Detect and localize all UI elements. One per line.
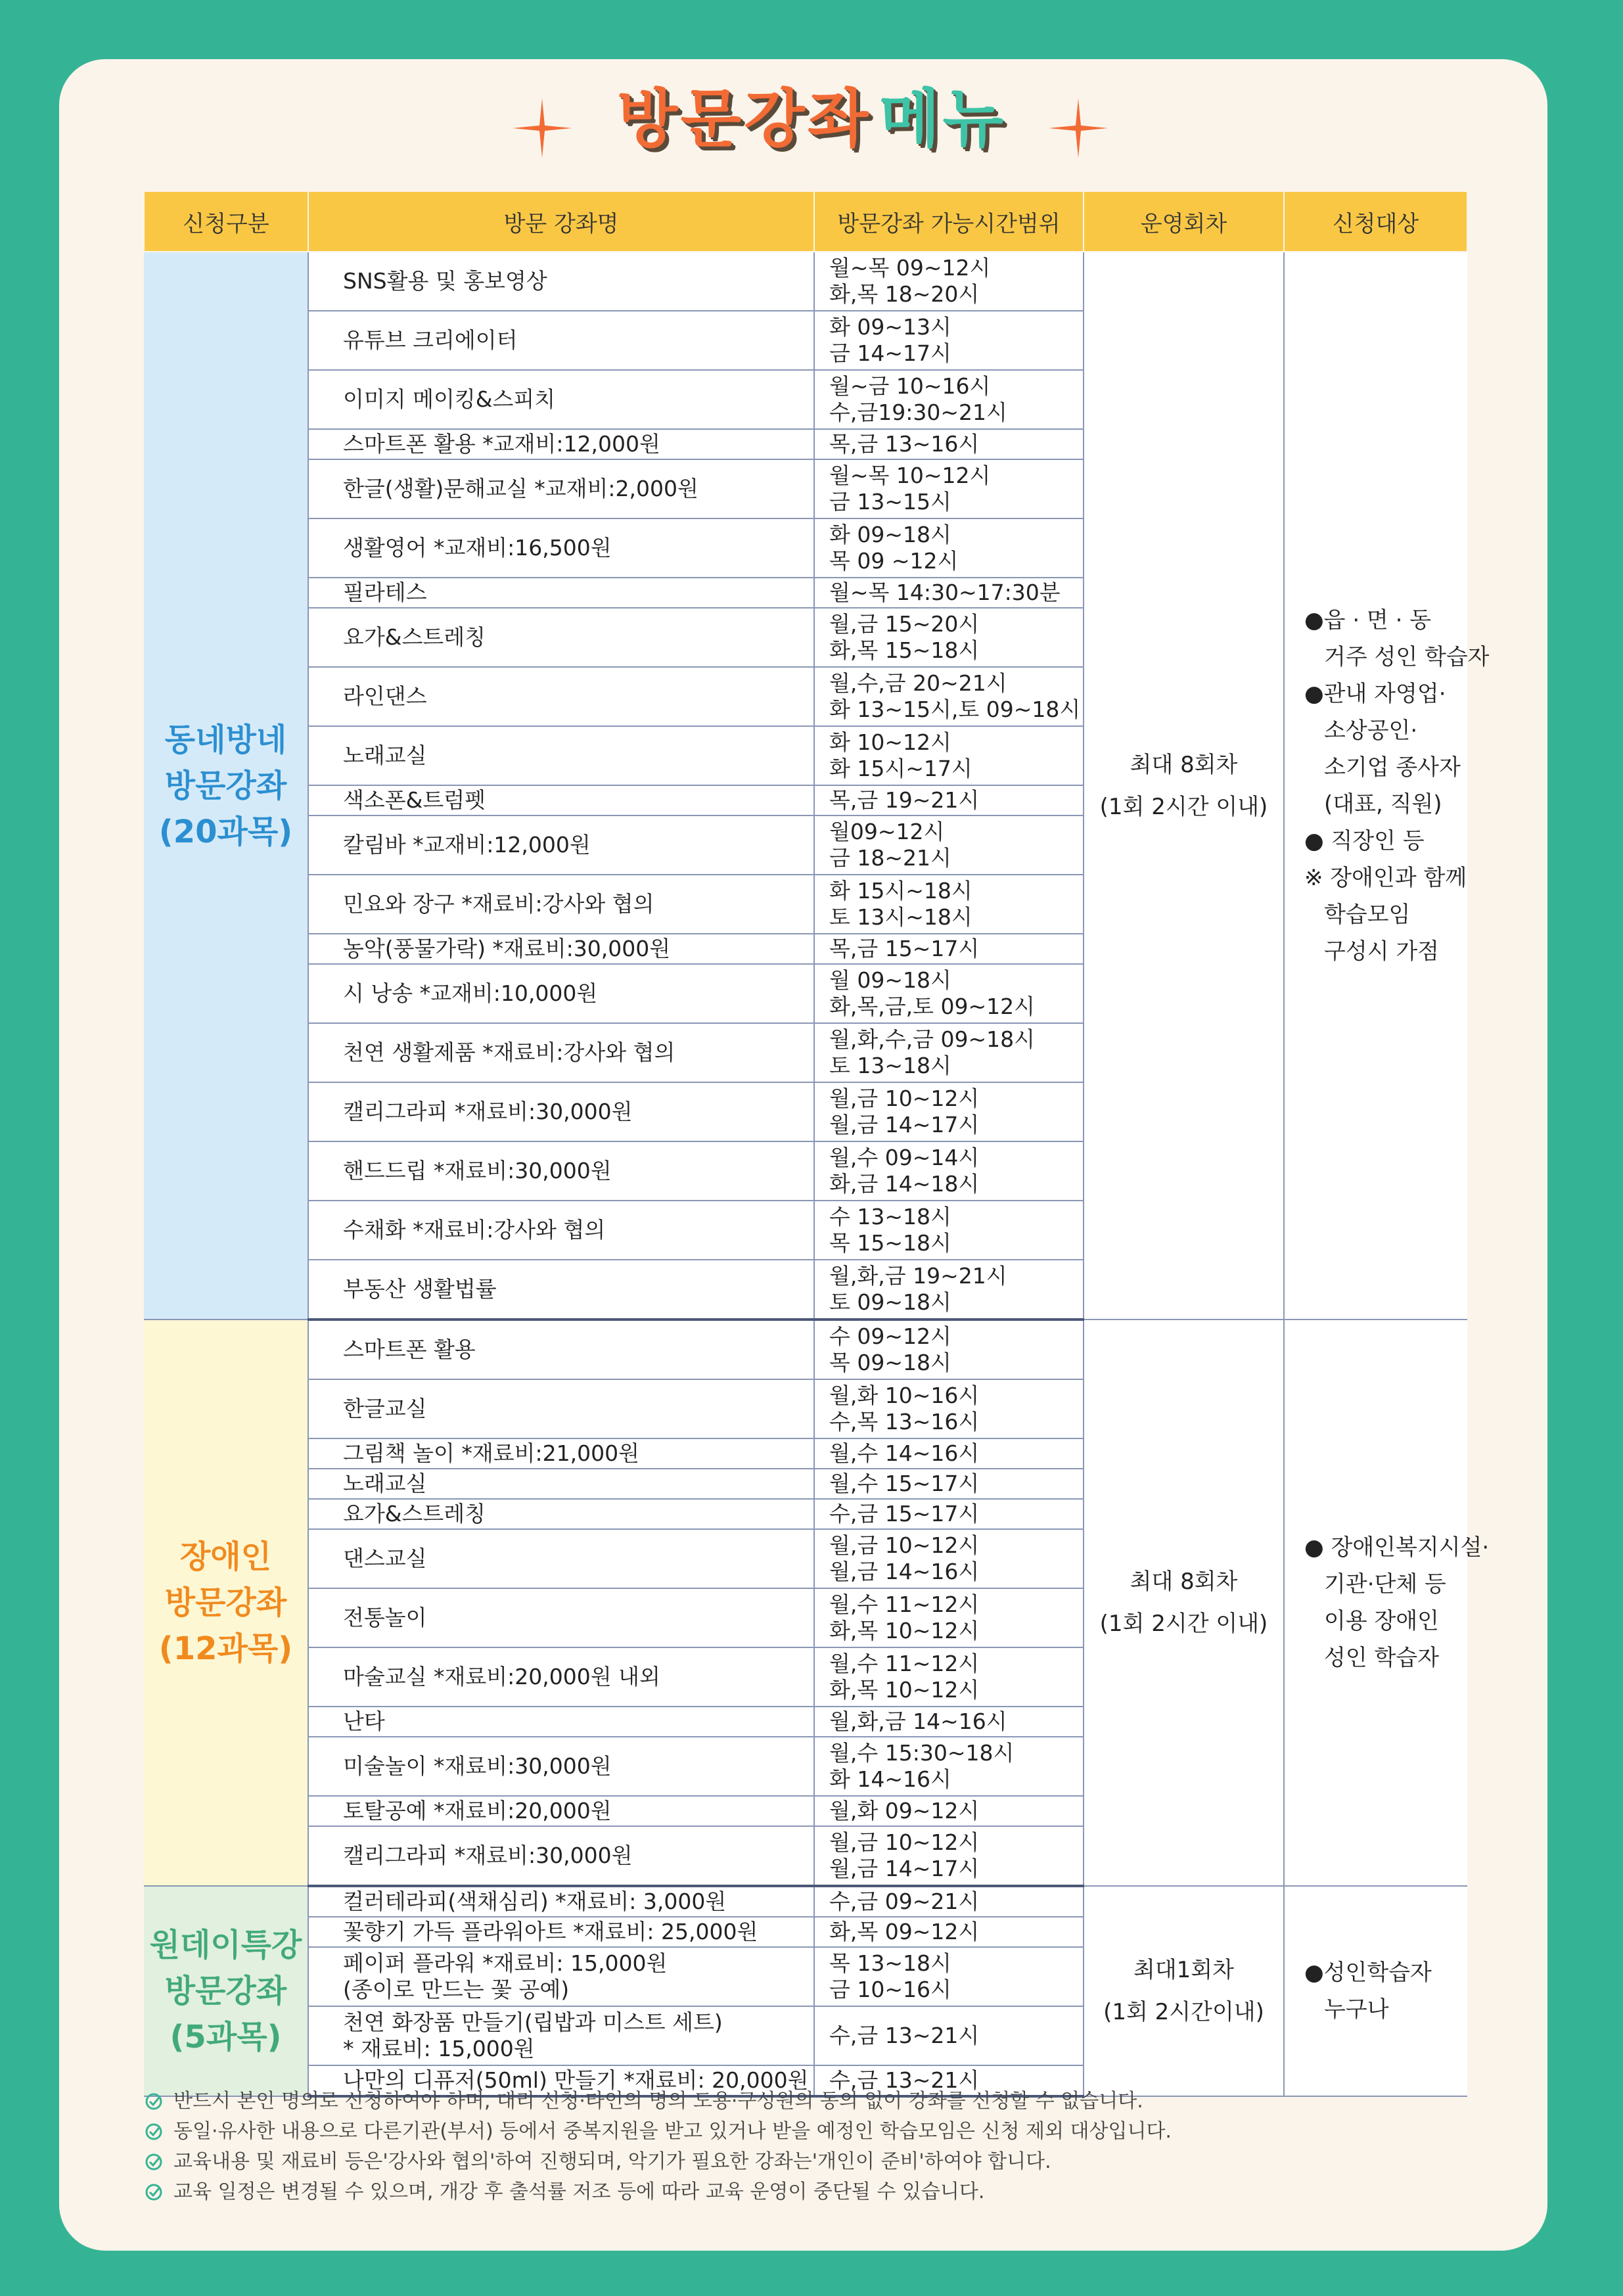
course-time-line: 월,수 11~12시 bbox=[829, 1592, 980, 1617]
course-name-line: 수채화 *재료비:강사와 협의 bbox=[343, 1217, 606, 1243]
category-label: 장애인 bbox=[179, 1538, 272, 1575]
course-name-line: 핸드드립 *재료비:30,000원 bbox=[343, 1158, 612, 1183]
note-text: 교육 일정은 변경될 수 있으며, 개강 후 출석률 저조 등에 따라 교육 운영이 중단될 수 있습니다. bbox=[173, 2180, 985, 2203]
course-time-line: 토 13~18시 bbox=[829, 1053, 951, 1078]
course-time bbox=[814, 726, 1084, 785]
course-name-line: 천연 생활제품 *재료비:강사와 협의 bbox=[343, 1040, 675, 1065]
course-time-line: 목,금 13~16시 bbox=[829, 431, 980, 457]
course-time bbox=[814, 1707, 1084, 1737]
target-cell bbox=[1284, 1886, 1467, 2096]
course-name bbox=[308, 429, 814, 459]
category-label: (12과목) bbox=[158, 1630, 293, 1667]
course-table bbox=[143, 191, 1490, 2098]
course-time bbox=[814, 429, 1084, 459]
course-time bbox=[814, 459, 1084, 518]
note-item bbox=[145, 2086, 1172, 2117]
course-time-line: 월 09~18시 bbox=[829, 967, 951, 993]
sessions-label: (1회 2시간 이내) bbox=[1099, 793, 1268, 820]
course-time bbox=[814, 1796, 1084, 1826]
course-time bbox=[814, 1529, 1084, 1588]
course-name-line: 토탈공예 *재료비:20,000원 bbox=[343, 1798, 612, 1824]
course-time-line: 금 14~17시 bbox=[829, 340, 951, 366]
course-time-line: 월~목 10~12시 bbox=[829, 463, 991, 488]
course-time-line: 화,금 14~18시 bbox=[829, 1171, 980, 1197]
table-row bbox=[144, 1886, 1467, 1917]
course-name-line: 노래교실 bbox=[343, 1471, 427, 1496]
target-line: 이용 장애인 bbox=[1324, 1608, 1440, 1634]
target-line: ※ 장애인과 함께 bbox=[1304, 864, 1467, 891]
course-name bbox=[308, 1438, 814, 1469]
course-name-line: (종이로 만드는 꽃 공예) bbox=[343, 1977, 570, 2002]
course-name bbox=[308, 1141, 814, 1201]
category-cell bbox=[144, 1886, 308, 2096]
course-name-line: 한글(생활)문해교실 *교재비:2,000원 bbox=[343, 476, 698, 501]
course-time bbox=[814, 1438, 1084, 1469]
table-body bbox=[144, 252, 1490, 2096]
note-item bbox=[145, 2117, 1172, 2147]
course-time-line: 월,화 10~16시 bbox=[829, 1383, 980, 1408]
course-time-line: 목,금 19~21시 bbox=[829, 787, 980, 813]
course-name-line: 한글교실 bbox=[343, 1396, 427, 1421]
course-time bbox=[814, 518, 1084, 578]
course-name-line: 농악(풍물가락) *재료비:30,000원 bbox=[343, 936, 671, 961]
check-circle-icon bbox=[145, 2123, 163, 2141]
course-time-line: 화 15시~18시 bbox=[829, 878, 972, 904]
header-course-name: 방문 강좌명 bbox=[308, 191, 814, 252]
category-cell bbox=[144, 252, 308, 1320]
course-name-line: 민요와 장구 *재료비:강사와 협의 bbox=[343, 891, 654, 917]
course-time bbox=[814, 964, 1084, 1023]
course-name-line: 스마트폰 활용 bbox=[343, 1337, 476, 1362]
course-time bbox=[814, 1201, 1084, 1260]
course-name-line: 댄스교실 bbox=[343, 1546, 427, 1571]
course-time bbox=[814, 875, 1084, 934]
course-name bbox=[308, 1320, 814, 1379]
course-name-line: 이미지 메이킹&스피치 bbox=[343, 386, 556, 412]
course-time-line: 금 10~16시 bbox=[829, 1977, 951, 2002]
target-line: 구성시 가점 bbox=[1324, 938, 1440, 965]
course-name bbox=[308, 1023, 814, 1082]
course-name-line: 스마트폰 활용 *교재비:12,000원 bbox=[343, 431, 660, 457]
course-time-line: 화 09~18시 bbox=[829, 522, 951, 547]
target-line: 기관·단체 등 bbox=[1324, 1571, 1446, 1597]
course-name-line: 요가&스트레칭 bbox=[343, 624, 486, 650]
course-time bbox=[814, 1886, 1084, 1917]
category-label: 방문강좌 bbox=[164, 1973, 287, 2009]
course-name-line: * 재료비: 15,000원 bbox=[343, 2036, 535, 2061]
course-time-line: 토 09~18시 bbox=[829, 1289, 951, 1315]
target-cell bbox=[1284, 252, 1490, 1320]
course-name bbox=[308, 875, 814, 934]
header-target: 신청대상 bbox=[1284, 191, 1467, 252]
course-name-line: 필라테스 bbox=[343, 580, 427, 605]
course-time-line: 화,목,금,토 09~12시 bbox=[829, 994, 1035, 1019]
table-row bbox=[144, 252, 1467, 311]
course-name-line: 요가&스트레칭 bbox=[343, 1501, 486, 1527]
course-time-line: 수,금19:30~21시 bbox=[829, 400, 1007, 425]
course-time bbox=[814, 1826, 1084, 1886]
course-name bbox=[308, 1260, 814, 1320]
course-name bbox=[308, 667, 814, 726]
course-name bbox=[308, 1379, 814, 1438]
course-time-line: 화,목 09~12시 bbox=[829, 1919, 980, 1944]
course-name-line: 페이퍼 플라워 *재료비: 15,000원 bbox=[343, 1950, 668, 1976]
course-time bbox=[814, 311, 1084, 370]
course-time bbox=[814, 1947, 1084, 2006]
title-part2: 메뉴 bbox=[879, 82, 1007, 156]
sessions-cell bbox=[1084, 1320, 1284, 1886]
course-time-line: 수 09~12시 bbox=[829, 1323, 951, 1349]
course-name-line: 캘리그라피 *재료비:30,000원 bbox=[343, 1843, 633, 1868]
course-name bbox=[308, 370, 814, 429]
category-label: 방문강좌 bbox=[164, 767, 287, 804]
course-time bbox=[814, 1023, 1084, 1082]
course-time bbox=[814, 1737, 1084, 1796]
course-name-line: 생활영어 *교재비:16,500원 bbox=[343, 535, 612, 561]
course-name-line: 시 낭송 *교재비:10,000원 bbox=[343, 980, 598, 1006]
course-name bbox=[308, 934, 814, 964]
course-time-line: 금 13~15시 bbox=[829, 489, 951, 515]
category-label: 방문강좌 bbox=[164, 1584, 287, 1621]
sessions-cell bbox=[1084, 252, 1284, 1320]
course-time-line: 화,목 10~12시 bbox=[829, 1618, 980, 1643]
course-name bbox=[308, 1499, 814, 1529]
target-line: (대표, 직원) bbox=[1324, 791, 1442, 817]
course-time-line: 월,화,수,금 09~18시 bbox=[829, 1026, 1035, 1052]
note-text: 반드시 본인 명의로 신청하여야 하며, 대리 신청·타인의 명의 도용·구성원의 동의 없이 강좌를 신청할 수 없습니다. bbox=[173, 2090, 1143, 2113]
course-name-line: 천연 화장품 만들기(립밥과 미스트 세트) bbox=[343, 2009, 723, 2035]
check-circle-icon bbox=[145, 2153, 163, 2171]
course-name-line: 꽃향기 가득 플라워아트 *재료비: 25,000원 bbox=[343, 1919, 758, 1944]
course-time-line: 월,수 15:30~18시 bbox=[829, 1740, 1015, 1766]
course-time bbox=[814, 1917, 1084, 1947]
course-name bbox=[308, 578, 814, 608]
course-time bbox=[814, 1082, 1084, 1141]
course-name-line: 전통놀이 bbox=[343, 1605, 427, 1630]
course-time-line: 화 13~15시,토 09~18시 bbox=[829, 697, 1081, 722]
course-time-line: 목 09 ~12시 bbox=[829, 548, 959, 574]
course-name bbox=[308, 1469, 814, 1499]
course-name bbox=[308, 1082, 814, 1141]
target-line: 성인 학습자 bbox=[1324, 1645, 1440, 1671]
course-name bbox=[308, 1647, 814, 1707]
sessions-cell bbox=[1084, 1886, 1284, 2096]
course-time-line: 월,금 14~17시 bbox=[829, 1856, 980, 1881]
course-time-line: 화 14~16시 bbox=[829, 1766, 951, 1792]
target-line: ●읍 · 면 · 동 bbox=[1304, 607, 1432, 633]
table-row bbox=[144, 1320, 1467, 1379]
course-time-line: 월,수 15~17시 bbox=[829, 1471, 980, 1496]
page-title bbox=[0, 69, 1623, 161]
course-time bbox=[814, 815, 1084, 875]
course-time bbox=[814, 578, 1084, 608]
course-name bbox=[308, 1826, 814, 1886]
course-name-line: 마술교실 *재료비:20,000원 내외 bbox=[343, 1664, 660, 1689]
course-time-line: 수,목 13~16시 bbox=[829, 1409, 980, 1435]
course-name bbox=[308, 311, 814, 370]
course-time-line: 월,수 11~12시 bbox=[829, 1651, 980, 1676]
course-time bbox=[814, 1379, 1084, 1438]
course-time-line: 목 15~18시 bbox=[829, 1230, 951, 1256]
target-line: ●관내 자영업· bbox=[1304, 680, 1446, 707]
target-line: ● 직장인 등 bbox=[1304, 827, 1425, 854]
course-name bbox=[308, 726, 814, 785]
course-name bbox=[308, 1737, 814, 1796]
course-name bbox=[308, 1707, 814, 1737]
course-time-line: 월,금 10~12시 bbox=[829, 1829, 980, 1855]
course-time-line: 월~목 14:30~17:30분 bbox=[829, 580, 1061, 605]
course-time-line: 월,금 10~12시 bbox=[829, 1532, 980, 1558]
course-time bbox=[814, 667, 1084, 726]
course-time-line: 화 09~13시 bbox=[829, 314, 951, 340]
course-time-line: 월,금 14~16시 bbox=[829, 1559, 980, 1584]
course-name bbox=[308, 1796, 814, 1826]
category-cell bbox=[144, 1320, 308, 1886]
course-name bbox=[308, 1886, 814, 1917]
sessions-label: (1회 2시간이내) bbox=[1103, 1999, 1264, 2025]
course-time bbox=[814, 785, 1084, 815]
course-name-line: 캘리그라피 *재료비:30,000원 bbox=[343, 1099, 633, 1124]
course-name-line: 노래교실 bbox=[343, 743, 427, 768]
category-label: (5과목) bbox=[170, 2019, 282, 2055]
notes-list bbox=[145, 2086, 1172, 2207]
note-text: 교육내용 및 재료비 등은'강사와 협의'하여 진행되며, 악기가 필요한 강좌는'개인이 준비'하여야 합니다. bbox=[173, 2150, 1051, 2173]
course-time-line: 월,수 09~14시 bbox=[829, 1145, 980, 1170]
course-time-line: 월~목 09~12시 bbox=[829, 255, 991, 281]
course-name bbox=[308, 608, 814, 667]
course-time-line: 화 10~12시 bbox=[829, 729, 951, 755]
check-circle-icon bbox=[145, 2183, 163, 2201]
table-header-row bbox=[144, 191, 1467, 252]
header-sessions: 운영회차 bbox=[1084, 191, 1284, 252]
category-label: 원데이특강 bbox=[149, 1927, 302, 1963]
category-label: 동네방네 bbox=[164, 721, 287, 758]
header-category: 신청구분 bbox=[144, 191, 308, 252]
sessions-label: 최대1회차 bbox=[1133, 1957, 1234, 1983]
course-name bbox=[308, 1917, 814, 1947]
course-name bbox=[308, 785, 814, 815]
course-name bbox=[308, 1529, 814, 1588]
course-time-line: 월09~12시 bbox=[829, 819, 945, 844]
course-time bbox=[814, 370, 1084, 429]
note-text: 동일·유사한 내용으로 다른기관(부서) 등에서 중복지원을 받고 있거나 받을 예정인 학습모임은 신청 제외 대상입니다. bbox=[173, 2120, 1172, 2143]
course-name bbox=[308, 252, 814, 311]
course-time-line: 월,화,금 14~16시 bbox=[829, 1709, 1007, 1734]
course-name-line: 나만의 디퓨저(50ml) 만들기 *재료비: 20,000원 bbox=[343, 2067, 809, 2093]
course-time-line: 수,금 13~21시 bbox=[829, 2067, 980, 2093]
course-name bbox=[308, 964, 814, 1023]
course-time-line: 월,수 14~16시 bbox=[829, 1440, 980, 1466]
course-name-line: 부동산 생활법률 bbox=[343, 1276, 497, 1302]
course-name-line: SNS활용 및 홍보영상 bbox=[343, 268, 547, 294]
course-time-line: 월,화 09~12시 bbox=[829, 1798, 980, 1824]
course-name bbox=[308, 1201, 814, 1260]
course-name-line: 난타 bbox=[343, 1709, 385, 1734]
course-name bbox=[308, 518, 814, 578]
title-part1: 방문강좌 bbox=[616, 82, 871, 156]
course-time-line: 수,금 09~21시 bbox=[829, 1889, 980, 1914]
course-time-line: 화,목 18~20시 bbox=[829, 281, 980, 307]
course-name-line: 색소폰&트럼펫 bbox=[343, 787, 486, 813]
note-item bbox=[145, 2147, 1172, 2177]
course-time bbox=[814, 1141, 1084, 1201]
course-time-line: 토 13시~18시 bbox=[829, 904, 972, 930]
course-time bbox=[814, 1647, 1084, 1707]
course-time bbox=[814, 608, 1084, 667]
course-name-line: 컬러테라피(색채심리) *재료비: 3,000원 bbox=[343, 1889, 727, 1914]
course-time-line: 월,금 14~17시 bbox=[829, 1112, 980, 1137]
course-time-line: 수 13~18시 bbox=[829, 1204, 951, 1229]
category-label: (20과목) bbox=[158, 813, 293, 850]
header-time-range: 방문강좌 가능시간범위 bbox=[814, 191, 1084, 252]
course-time bbox=[814, 934, 1084, 964]
course-time-line: 월,금 15~20시 bbox=[829, 611, 980, 637]
course-name-line: 칼림바 *교재비:12,000원 bbox=[343, 832, 591, 858]
course-time-line: 수,금 13~21시 bbox=[829, 2023, 980, 2048]
course-name-line: 미술놀이 *재료비:30,000원 bbox=[343, 1753, 612, 1779]
course-time-line: 월~금 10~16시 bbox=[829, 373, 991, 399]
course-name-line: 그림책 놀이 *재료비:21,000원 bbox=[343, 1440, 639, 1466]
course-time bbox=[814, 252, 1084, 311]
course-time-line: 월,화,금 19~21시 bbox=[829, 1263, 1007, 1289]
check-circle-icon bbox=[145, 2092, 163, 2111]
target-cell bbox=[1284, 1320, 1490, 1886]
course-name-line: 라인댄스 bbox=[343, 683, 427, 709]
target-line: 학습모임 bbox=[1324, 901, 1411, 928]
course-time-line: 목,금 15~17시 bbox=[829, 936, 980, 961]
course-time bbox=[814, 1469, 1084, 1499]
target-line: ●성인학습자 bbox=[1304, 1960, 1432, 1986]
course-time-line: 수,금 15~17시 bbox=[829, 1501, 980, 1527]
target-line: 소기업 종사자 bbox=[1324, 754, 1461, 781]
course-name bbox=[308, 815, 814, 875]
target-line: 누구나 bbox=[1324, 1996, 1389, 2023]
course-time bbox=[814, 1260, 1084, 1320]
course-time-line: 목 09~18시 bbox=[829, 1350, 951, 1375]
course-name bbox=[308, 1588, 814, 1647]
course-time-line: 금 18~21시 bbox=[829, 845, 951, 871]
course-time-line: 화 15시~17시 bbox=[829, 756, 972, 781]
course-time-line: 화,목 15~18시 bbox=[829, 637, 980, 663]
course-time-line: 화,목 10~12시 bbox=[829, 1677, 980, 1703]
course-time bbox=[814, 1588, 1084, 1647]
sessions-label: 최대 8회차 bbox=[1130, 751, 1238, 778]
course-time bbox=[814, 1499, 1084, 1529]
course-name-line: 유튜브 크리에이터 bbox=[343, 327, 518, 353]
course-name bbox=[308, 1947, 814, 2006]
course-time-line: 목 13~18시 bbox=[829, 1950, 951, 1976]
target-line: ● 장애인복지시설· bbox=[1304, 1534, 1490, 1561]
course-name bbox=[308, 2006, 814, 2065]
target-line: 소상공인· bbox=[1324, 717, 1418, 744]
sessions-label: 최대 8회차 bbox=[1130, 1569, 1238, 1595]
course-time bbox=[814, 1320, 1084, 1379]
target-line: 거주 성인 학습자 bbox=[1324, 643, 1490, 670]
note-item bbox=[145, 2177, 1172, 2207]
course-name bbox=[308, 459, 814, 518]
course-time-line: 월,수,금 20~21시 bbox=[829, 670, 1007, 696]
sessions-label: (1회 2시간 이내) bbox=[1099, 1611, 1268, 1637]
course-time bbox=[814, 2006, 1084, 2065]
course-time-line: 월,금 10~12시 bbox=[829, 1086, 980, 1111]
